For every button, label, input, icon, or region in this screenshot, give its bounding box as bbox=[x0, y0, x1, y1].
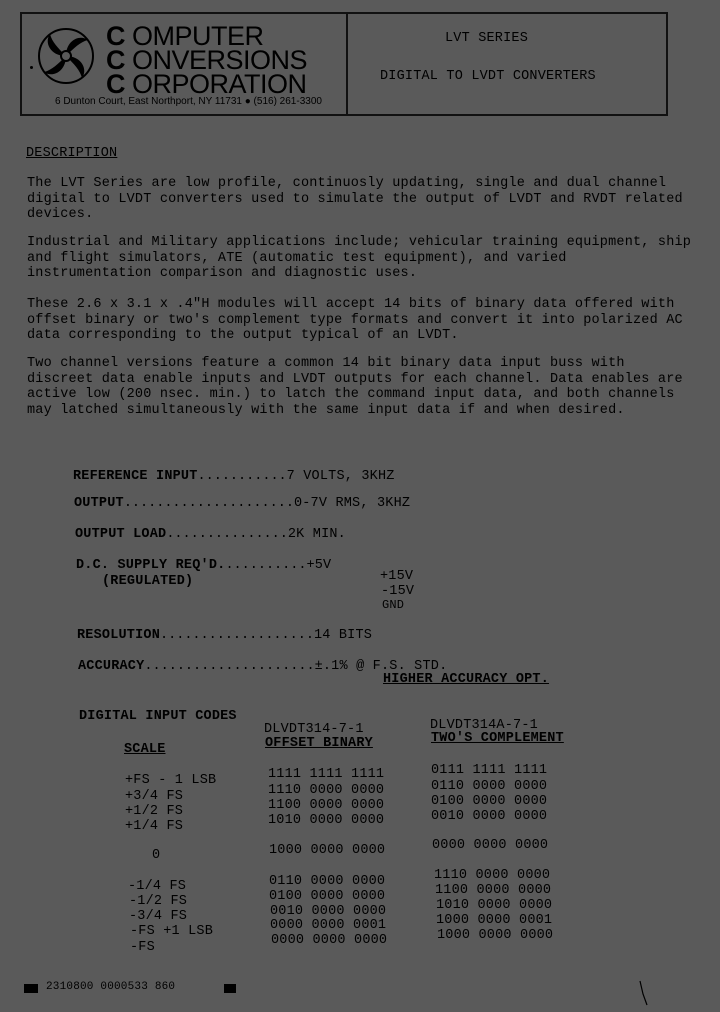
codes-col1-header bbox=[265, 736, 373, 751]
code-scale-1: +FS - 1 LSB bbox=[125, 773, 217, 788]
code-twos-7: 1100 0000 0000 bbox=[435, 883, 552, 898]
spec-dc-supply-value-4: GND bbox=[382, 598, 405, 612]
code-twos-9: 1000 0000 0001 bbox=[436, 913, 553, 928]
company-initial-1: C bbox=[106, 21, 125, 51]
codes-col2-model: DLVDT314A-7-1 bbox=[430, 718, 538, 733]
code-scale-6: -1/4 FS bbox=[128, 879, 187, 894]
spec-label: ACCURACY bbox=[78, 659, 145, 674]
code-offset-5: 1000 0000 0000 bbox=[269, 843, 386, 858]
spec-value: 2K MIN. bbox=[287, 527, 346, 542]
code-scale-4: +1/4 FS bbox=[125, 819, 184, 834]
code-scale-7: -1/2 FS bbox=[129, 894, 188, 909]
footer-bar-left-icon bbox=[24, 984, 38, 993]
code-offset-4: 1010 0000 0000 bbox=[268, 813, 385, 828]
code-twos-8: 1010 0000 0000 bbox=[436, 898, 553, 913]
company-line-3 bbox=[106, 69, 307, 99]
description-paragraph-2: Industrial and Military applications include; vehicular training equipment, ship and flight simulators, ATE (automatic test equipment), and varied instrumentation comparison and diagnostic uses. bbox=[27, 235, 692, 281]
code-twos-10: 1000 0000 0000 bbox=[437, 928, 554, 943]
codes-col1-model: DLVDT314-7-1 bbox=[264, 722, 364, 737]
spec-dc-supply-value-2: +15V bbox=[380, 569, 414, 584]
footer-document-code: 2310800 0000533 860 bbox=[46, 981, 176, 993]
codes-col2-header-text: TWO'S COMPLEMENT bbox=[431, 731, 564, 746]
spec-dc-supply-sublabel: (REGULATED) bbox=[102, 574, 194, 589]
spec-dots: ................... bbox=[160, 628, 314, 643]
spec-dots: ..................... bbox=[144, 659, 315, 674]
spec-dots: ........... bbox=[197, 469, 287, 484]
code-twos-6: 1110 0000 0000 bbox=[434, 868, 551, 883]
spec-output-load bbox=[75, 527, 346, 542]
company-logo-icon bbox=[36, 26, 96, 86]
code-scale-8: -3/4 FS bbox=[129, 909, 188, 924]
spec-resolution bbox=[77, 628, 372, 643]
spec-value: 14 BITS bbox=[313, 628, 373, 643]
company-name bbox=[106, 21, 308, 99]
spec-value: +5V bbox=[306, 558, 332, 573]
spec-label: OUTPUT LOAD bbox=[75, 527, 167, 542]
description-paragraph-1: The LVT Series are low profile, continuosly updating, single and dual channel digital to LVDT converters used to simulate the output of LVDT and RVDT related devices. bbox=[27, 176, 683, 222]
logo-dot-left bbox=[30, 66, 33, 69]
spec-value: 7 VOLTS, 3KHZ bbox=[286, 469, 395, 484]
codes-scale-header bbox=[124, 742, 166, 757]
code-scale-9: -FS +1 LSB bbox=[130, 924, 214, 939]
spec-dots: ............... bbox=[166, 527, 288, 542]
header-divider bbox=[346, 12, 348, 116]
footer-bar-right-icon bbox=[224, 984, 236, 993]
code-twos-1: 0111 1111 1111 bbox=[431, 763, 548, 778]
spec-accuracy-optional: HIGHER ACCURACY OPT. bbox=[383, 672, 550, 687]
spec-output bbox=[74, 496, 410, 511]
spec-dc-supply-value-3: -15V bbox=[381, 584, 415, 599]
code-twos-3: 0100 0000 0000 bbox=[431, 794, 548, 809]
company-initial-2: C bbox=[106, 45, 125, 75]
description-paragraph-4: Two channel versions feature a common 14 bit binary data input buss with discreet data enable inputs and LVDT outputs for each channel. Data enables are active low (200 nsec. min.) to latch the command input data, and both channels may latched simultaneously with the same input data if and when desired. bbox=[27, 356, 683, 418]
company-word-3: ORPORATION bbox=[132, 69, 307, 99]
code-offset-9: 0000 0000 0001 bbox=[270, 918, 387, 933]
code-twos-2: 0110 0000 0000 bbox=[431, 779, 548, 794]
description-heading bbox=[26, 146, 117, 161]
codes-scale-header-text: SCALE bbox=[124, 742, 166, 757]
spec-accuracy-value-2 bbox=[383, 672, 549, 687]
code-scale-5: 0 bbox=[152, 848, 161, 863]
code-twos-5: 0000 0000 0000 bbox=[432, 838, 549, 853]
codes-col1-header-text: OFFSET BINARY bbox=[265, 736, 373, 751]
codes-title: DIGITAL INPUT CODES bbox=[79, 709, 237, 724]
codes-col2-header bbox=[431, 731, 564, 746]
spec-label: OUTPUT bbox=[74, 496, 124, 511]
code-twos-4: 0010 0000 0000 bbox=[431, 809, 548, 824]
code-offset-2: 1110 0000 0000 bbox=[268, 783, 385, 798]
spec-label: REFERENCE INPUT bbox=[73, 469, 198, 484]
spec-reference-input bbox=[73, 469, 395, 484]
code-scale-10: -FS bbox=[130, 940, 155, 955]
scratch-mark-icon bbox=[638, 980, 650, 1006]
code-offset-7: 0100 0000 0000 bbox=[269, 889, 386, 904]
company-word-1: OMPUTER bbox=[132, 21, 264, 51]
code-scale-3: +1/2 FS bbox=[125, 804, 184, 819]
company-address: 6 Dunton Court, East Northport, NY 11731 ● (516) 261-3300 bbox=[55, 96, 322, 107]
description-heading-text: DESCRIPTION bbox=[26, 146, 118, 161]
spec-dots: .......... bbox=[225, 558, 307, 573]
code-offset-8: 0010 0000 0000 bbox=[270, 904, 387, 919]
spec-value: 0-7V RMS, 3KHZ bbox=[293, 496, 411, 511]
code-offset-6: 0110 0000 0000 bbox=[269, 874, 386, 889]
company-word-2: ONVERSIONS bbox=[132, 45, 308, 75]
series-subtitle: DIGITAL TO LVDT CONVERTERS bbox=[380, 69, 596, 84]
description-paragraph-3: These 2.6 x 3.1 x .4"H modules will accept 14 bits of binary data offered with offset binary or two's complement type formats and convert it into polarized AC data corresponding to the output typical of an LVDT. bbox=[27, 297, 683, 343]
spec-label: D.C. SUPPLY REQ'D. bbox=[76, 558, 226, 573]
code-offset-1: 1111 1111 1111 bbox=[268, 767, 385, 782]
spec-dots: ..................... bbox=[123, 496, 294, 511]
code-scale-2: +3/4 FS bbox=[125, 789, 184, 804]
spec-label: RESOLUTION bbox=[77, 628, 161, 643]
spec-value: ±.1% @ F.S. STD. bbox=[314, 659, 448, 674]
series-title: LVT SERIES bbox=[445, 31, 529, 46]
code-offset-10: 0000 0000 0000 bbox=[271, 933, 388, 948]
code-offset-3: 1100 0000 0000 bbox=[268, 798, 385, 813]
company-initial-3: C bbox=[106, 69, 125, 99]
spec-dc-supply bbox=[76, 558, 331, 573]
